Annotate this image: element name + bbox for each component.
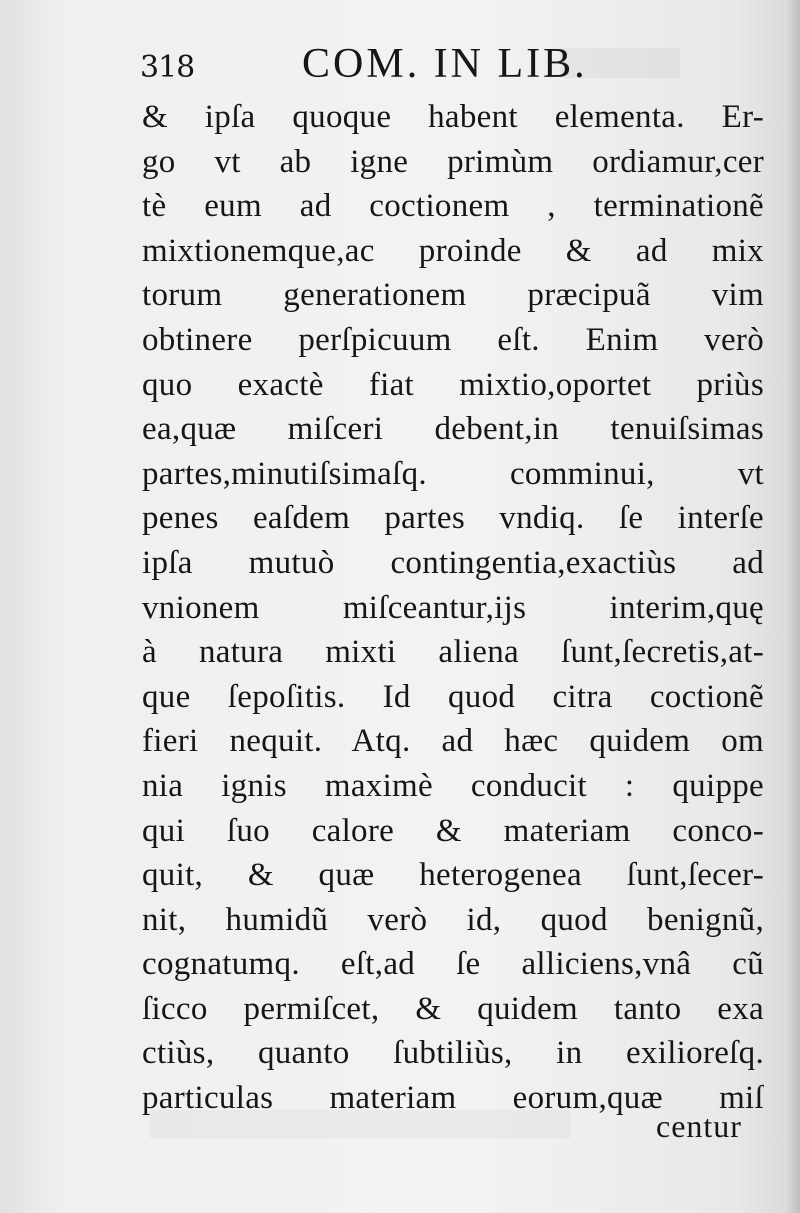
text-line: & ipſa quoque habent elementa. Er- (142, 99, 764, 135)
text-line: qui ſuo calore & materiam conco- (142, 812, 764, 849)
text-line: ctiùs, quanto ſubtiliùs, in exilioreſq. (142, 1035, 764, 1072)
text-line: nit, humidũ verò id, quod benignũ, (142, 901, 764, 938)
text-line: ea,quæ miſceri debent,in tenuiſsimas (142, 411, 764, 448)
text-line: que ſepoſitis. Id quod citra coctionẽ (142, 678, 764, 715)
text-line: mixtionemque,ac proinde & ad mix (142, 232, 764, 269)
text-line: quo exactè fiat mixtio,oportet priùs (142, 366, 764, 403)
text-line: tè eum ad coctionem , terminationẽ (142, 188, 764, 225)
text-line: torum generationem præcipuã vim (142, 277, 764, 314)
text-line: ſicco permiſcet, & quidem tanto exa (142, 990, 764, 1027)
body-text (142, 95, 764, 1121)
text-line: quit, & quæ heterogenea ſunt,ſecer- (142, 857, 764, 894)
running-head: COM. IN LIB. (302, 41, 588, 87)
text-line: penes eaſdem partes vndiq. ſe interſe (142, 500, 764, 537)
page-number: 318 (140, 50, 195, 85)
text-line: à natura mixti aliena ſunt,ſecretis,at- (142, 634, 764, 671)
page-gutter-shadow (786, 0, 800, 1213)
text-line: nia ignis maximè conducit : quippe (142, 767, 764, 804)
catchword: centur (656, 1108, 742, 1144)
text-line: vnionem miſceantur,ijs interim,quę (142, 589, 764, 626)
text-line: fieri nequit. Atq. ad hæc quidem om (142, 723, 764, 760)
text-line: cognatumq. eſt,ad ſe alliciens,vnâ cũ (142, 946, 764, 983)
text-line: go vt ab igne primùm ordiamur,cer (142, 143, 764, 180)
text-line: partes,minutiſsimaſq. comminui, vt (142, 455, 764, 492)
text-line: obtinere perſpicuum eſt. Enim verò (142, 321, 764, 358)
text-line: particulas materiam eorum,quæ miſ (142, 1080, 764, 1117)
page-header (140, 40, 660, 90)
text-line: ipſa mutuò contingentia,exactiùs ad (142, 544, 764, 581)
